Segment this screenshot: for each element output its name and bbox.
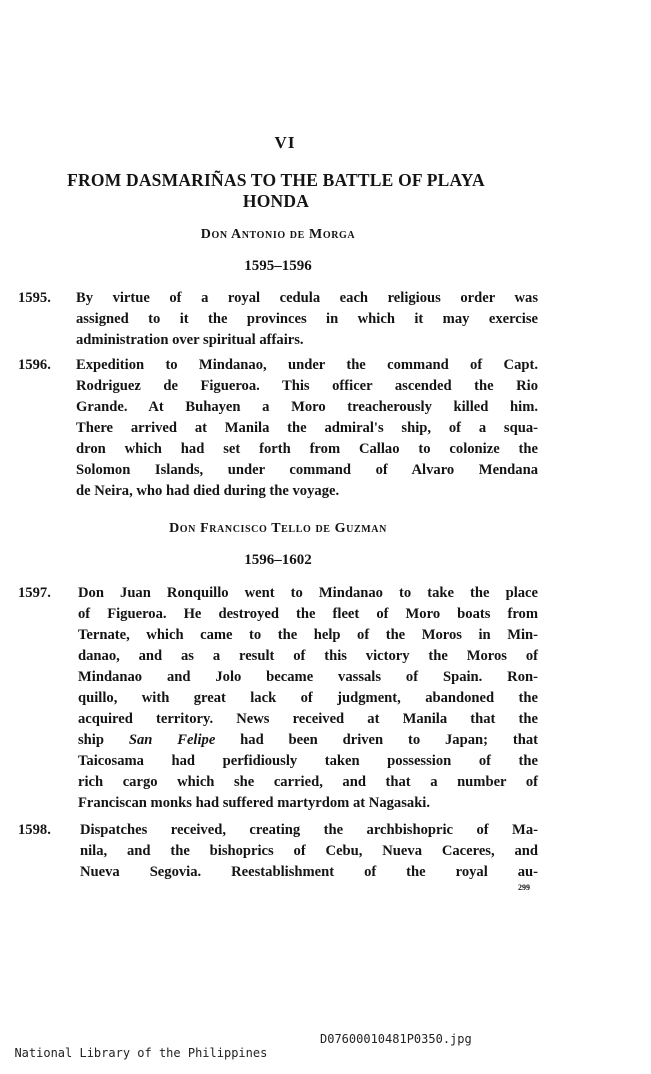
entry-line: Rodriguez de Figueroa. This officer ascended the Rio (76, 378, 538, 394)
entry-line: rich cargo which she carried, and that a number of (78, 774, 538, 790)
entry-line: acquired territory. News received at Manila that the (78, 711, 538, 727)
chapter-title (20, 170, 532, 212)
entry-line: Grande. At Buhayen a Moro treacherously killed him. (76, 399, 538, 415)
governor-dates-1: 1595–1596 (244, 258, 312, 274)
entry-1597 (18, 583, 538, 814)
entry-text (80, 820, 538, 883)
scan-footer (0, 1032, 472, 1074)
governor-heading-1: Don Antonio de Morga (200, 227, 356, 242)
entry-line: Nueva Segovia. Reestablishment of the royal au- (80, 864, 538, 880)
entry-line: There arrived at Manila the admiral's ship, of a squa- (76, 420, 538, 436)
entry-line-with-ship-name (78, 730, 538, 751)
footer-filename: D07600010481P0350.jpg (320, 1032, 472, 1046)
entry-line: de Neira, who had died during the voyage. (76, 483, 340, 499)
footer-library: National Library of the Philippines (14, 1046, 268, 1060)
entry-line: nila, and the bishoprics of Cebu, Nueva Caceres, and (80, 843, 538, 859)
entry-line: assigned to it the provinces in which it may exercise (76, 311, 538, 327)
entry-line: Don Juan Ronquillo went to Mindanao to take the place (78, 585, 538, 601)
page-number: 299 (518, 883, 530, 892)
entry-text (76, 288, 538, 351)
entry-year: 1597. (18, 585, 51, 601)
entry-line: quillo, with great lack of judgment, abandoned the (78, 690, 538, 706)
entry-1598 (18, 820, 538, 883)
entry-line: administration over spiritual affairs. (76, 332, 304, 348)
entry-line: Mindanao and Jolo became vassals of Spain. Ron- (78, 669, 538, 685)
entry-line: Solomon Islands, under command of Alvaro Mendana (76, 462, 538, 478)
entry-line: Franciscan monks had suffered martyrdom at Nagasaki. (78, 795, 431, 811)
entry-year: 1595. (18, 290, 51, 306)
line-fragment: had been driven to Japan; that (215, 732, 538, 748)
entry-text (76, 355, 538, 502)
entry-text (78, 583, 538, 814)
entry-line: danao, and as a result of this victory the Moros of (78, 648, 538, 664)
entry-line: Dispatches received, creating the archbishopric of Ma- (80, 822, 538, 838)
entry-line: Expedition to Mindanao, under the command of Capt. (76, 357, 538, 373)
entry-line: By virtue of a royal cedula each religious order was (76, 290, 538, 306)
governor-dates-2: 1596–1602 (244, 552, 312, 568)
chapter-title-line-1: FROM DASMARIÑAS TO THE BATTLE OF PLAYA (67, 170, 485, 190)
entry-line: Ternate, which came to the help of the Moros in Min- (78, 627, 538, 643)
governor-heading-2: Don Francisco Tello de Guzman (169, 521, 387, 536)
entry-1595 (18, 288, 538, 351)
entry-year: 1598. (18, 822, 51, 838)
entry-year: 1596. (18, 357, 51, 373)
entry-1596 (18, 355, 538, 502)
entry-line: Taicosama had perfidiously taken possession of the (78, 753, 538, 769)
entry-line: dron which had set forth from Callao to colonize the (76, 441, 538, 457)
chapter-title-line-2: HONDA (242, 191, 310, 211)
chapter-number: VI (274, 133, 296, 152)
entry-line: of Figueroa. He destroyed the fleet of Moro boats from (78, 606, 538, 622)
ship-name: San Felipe (128, 732, 216, 748)
line-fragment: ship (78, 732, 129, 748)
